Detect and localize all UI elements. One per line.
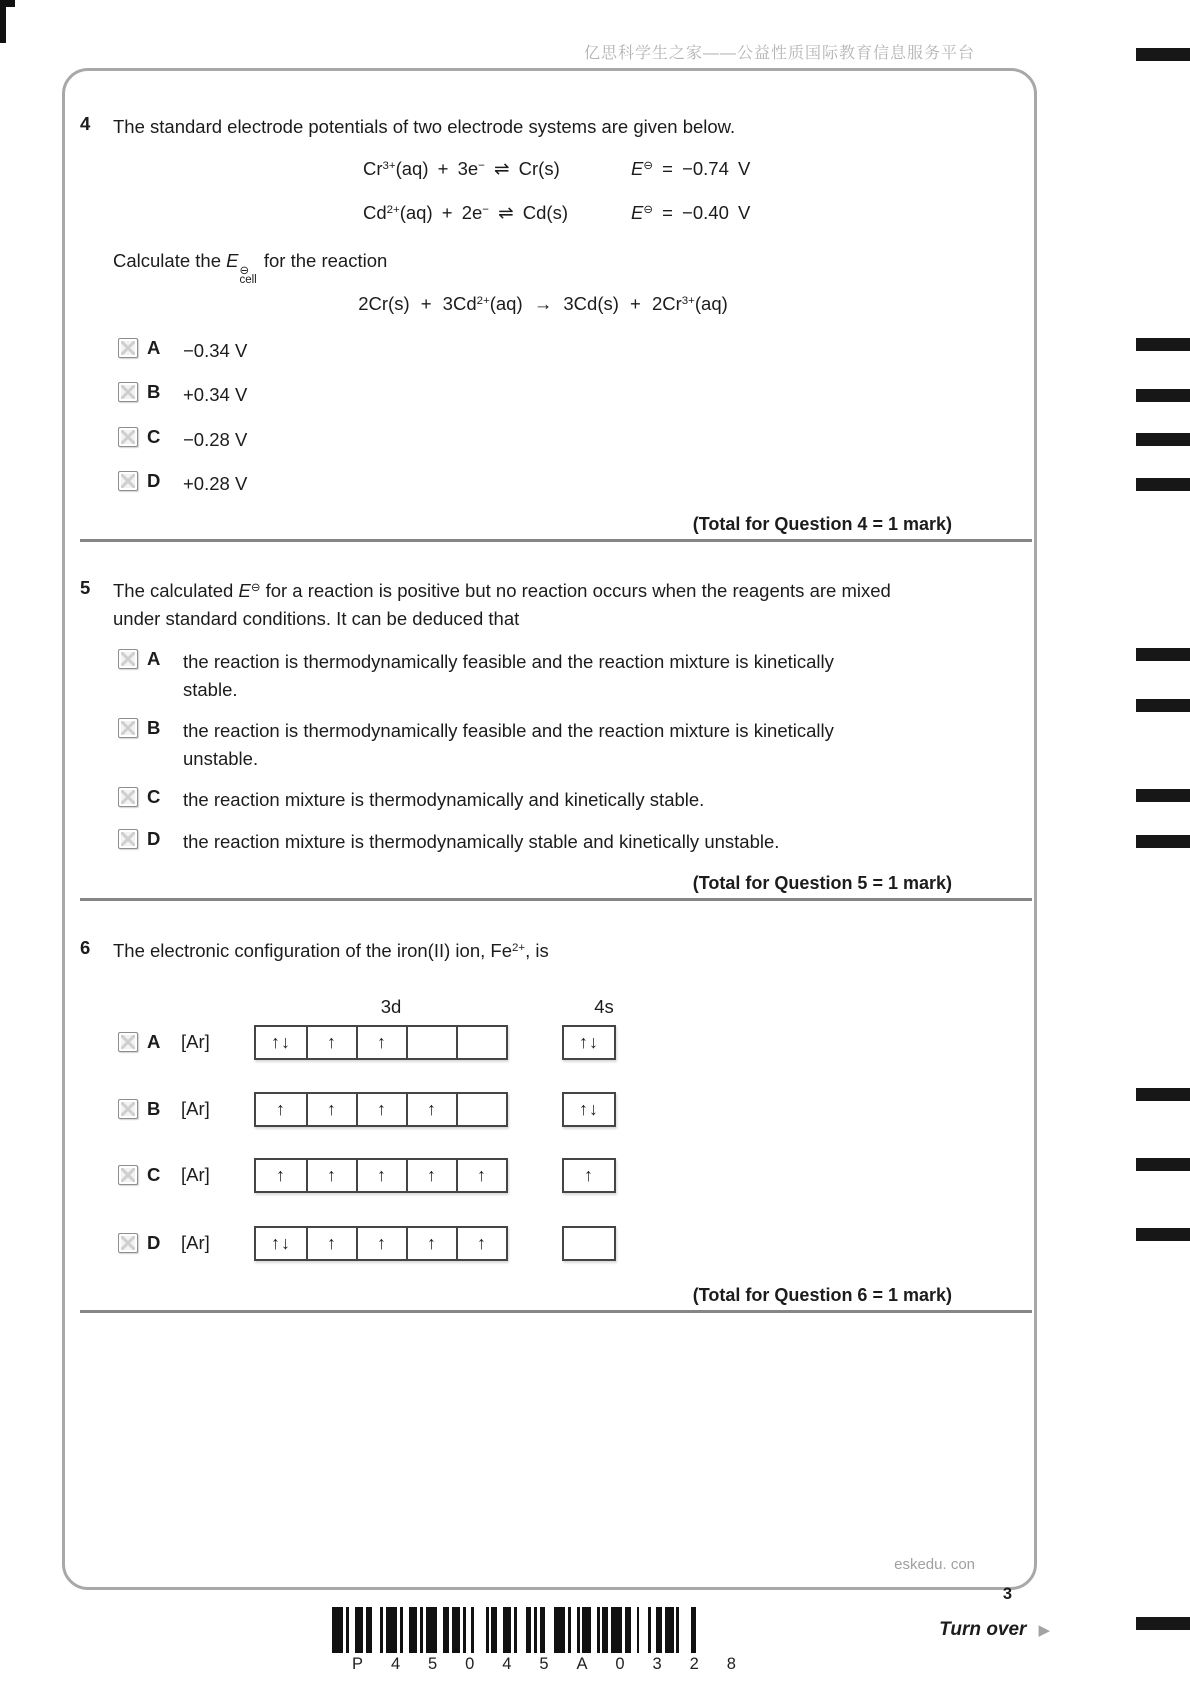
turn-over-label: Turn over [939, 1619, 1027, 1640]
turn-over-notice [850, 1619, 1050, 1641]
option-letter: A [147, 648, 161, 669]
section-divider [80, 898, 1032, 901]
option-text: −0.28 V [183, 429, 248, 450]
edge-tab [1136, 648, 1190, 661]
orbital-box: ↑ [306, 1094, 356, 1125]
option-letter: D [147, 470, 161, 491]
orbital-label-3d: 3d [380, 996, 402, 1017]
answer-checkbox-icon[interactable] [118, 427, 138, 447]
electrode-equation-1 [363, 158, 750, 180]
q5-option-row-a [118, 648, 873, 704]
question-6-total-marks: (Total for Question 6 = 1 mark) [692, 1285, 952, 1305]
q4-option-row-a [118, 337, 247, 365]
edge-tab [1136, 389, 1190, 402]
option-letter: D [147, 1232, 161, 1253]
option-letter: A [147, 1031, 161, 1052]
orbital-box [406, 1027, 456, 1058]
edge-tab [1136, 699, 1190, 712]
question-6-stem: The electronic configuration of the iron(II) ion, $Fe^{2+}$, is [113, 940, 549, 961]
orbital-box [456, 1094, 506, 1125]
electrode-equation-2 [363, 202, 750, 224]
question-6-number: 6 [80, 937, 91, 958]
equation-potential: E⊖ = −0.40 V [631, 202, 751, 223]
option-letter: C [147, 426, 161, 447]
equation-lhs: $Cd^{2+}(aq) + 2e^-$ ⇌ Cd(s) [363, 202, 569, 223]
orbital-4s-box [562, 1158, 616, 1193]
edge-tab [1136, 1088, 1190, 1101]
orbital-box: ↑ [584, 1164, 594, 1185]
orbital-box: ↑ [276, 1164, 286, 1185]
answer-checkbox-icon[interactable] [118, 1032, 138, 1052]
question-5-number: 5 [80, 577, 91, 598]
turn-over-arrow-icon: ▶ [1038, 1622, 1050, 1639]
orbital-box: ↑ [406, 1160, 456, 1191]
option-text: +0.34 V [183, 384, 248, 405]
question-4-total-marks: (Total for Question 4 = 1 mark) [692, 514, 952, 534]
q5-option-row-b [118, 717, 873, 773]
q4-option-row-b [118, 381, 247, 409]
edge-tab [1136, 338, 1190, 351]
answer-checkbox-icon[interactable] [118, 1099, 138, 1119]
question-5-total-marks: (Total for Question 5 = 1 mark) [692, 873, 952, 893]
orbital-box: ↑ [356, 1094, 406, 1125]
orbital-box: ↑ [406, 1228, 456, 1259]
q4-option-row-d [118, 470, 247, 498]
option-letter: C [147, 1164, 161, 1185]
question-4-instruction: Calculate the E ⊖ cell for the reaction [113, 250, 388, 287]
answer-checkbox-icon[interactable] [118, 1233, 138, 1253]
orbital-4s-box [562, 1226, 616, 1261]
equation-lhs: $Cr^{3+}(aq) + 3e^-$ ⇌ Cr(s) [363, 158, 560, 179]
orbital-3d-boxes [254, 1025, 508, 1060]
answer-checkbox-icon[interactable] [118, 471, 138, 491]
option-text: the reaction is thermodynamically feasible and the reaction mixture is kinetically unstable. [183, 720, 834, 769]
q4-option-row-c [118, 426, 247, 454]
orbital-box: ↑ [306, 1027, 356, 1058]
core-configuration: [Ar] [181, 1232, 210, 1253]
option-text: the reaction is thermodynamically feasible and the reaction mixture is kinetically stable. [183, 651, 834, 700]
orbital-box: ↑↓ [579, 1098, 599, 1119]
question-4-reaction: $2Cr(s) + 3Cd^{2+}(aq) \to 3Cd(s) + 2Cr^{3+}(aq)$ [358, 293, 728, 314]
orbital-4s-box [562, 1092, 616, 1127]
answer-checkbox-icon[interactable] [118, 787, 138, 807]
option-text: −0.34 V [183, 340, 248, 361]
page-header-watermark: 亿思科学生之家——公益性质国际教育信息服务平台 [583, 45, 975, 62]
orbital-3d-boxes [254, 1158, 508, 1193]
orbital-4s-box [562, 1025, 616, 1060]
option-letter: C [147, 786, 161, 807]
q6-option-row-c [118, 1157, 616, 1193]
orbital-label-4s: 4s [594, 996, 614, 1017]
q6-option-row-a [118, 1024, 616, 1060]
option-text: +0.28 V [183, 473, 248, 494]
section-divider [80, 539, 1032, 542]
orbital-3d-boxes [254, 1092, 508, 1127]
core-configuration: [Ar] [181, 1164, 210, 1185]
orbital-3d-boxes [254, 1226, 508, 1261]
orbital-box: ↑ [356, 1027, 406, 1058]
answer-checkbox-icon[interactable] [118, 718, 138, 738]
question-4-number: 4 [80, 113, 91, 134]
option-letter: B [147, 717, 161, 738]
edge-tab [1136, 835, 1190, 848]
orbital-box: ↑ [456, 1160, 506, 1191]
question-4-stem: The standard electrode potentials of two electrode systems are given below. [113, 116, 736, 137]
answer-checkbox-icon[interactable] [118, 382, 138, 402]
footer-watermark: eskedu. con [894, 1556, 975, 1573]
section-divider [80, 1310, 1032, 1313]
option-text: the reaction mixture is thermodynamically stable and kinetically unstable. [183, 831, 780, 852]
core-configuration: [Ar] [181, 1031, 210, 1052]
orbital-box: ↑ [306, 1228, 356, 1259]
answer-checkbox-icon[interactable] [118, 649, 138, 669]
edge-tab [1136, 478, 1190, 491]
option-letter: A [147, 337, 161, 358]
option-letter: B [147, 381, 161, 402]
option-text: the reaction mixture is thermodynamically and kinetically stable. [183, 789, 705, 810]
orbital-box: ↑ [356, 1228, 406, 1259]
q5-option-row-d [118, 828, 779, 856]
answer-checkbox-icon[interactable] [118, 829, 138, 849]
q6-option-row-b [118, 1091, 616, 1127]
answer-checkbox-icon[interactable] [118, 338, 138, 358]
edge-tab [1136, 1228, 1190, 1241]
orbital-box: ↑↓ [579, 1031, 599, 1052]
orbital-box: ↑↓ [271, 1031, 291, 1052]
orbital-box: ↑ [456, 1228, 506, 1259]
edge-tab [1136, 48, 1190, 61]
barcode [332, 1607, 756, 1653]
orbital-box: ↑↓ [271, 1232, 291, 1253]
orbital-box: ↑ [406, 1094, 456, 1125]
orbital-box: ↑ [306, 1160, 356, 1191]
edge-tab [1136, 1158, 1190, 1171]
page-number: 3 [1002, 1585, 1012, 1603]
orbital-box [564, 1228, 614, 1259]
edge-tab [1136, 1617, 1190, 1630]
orbital-box [456, 1027, 506, 1058]
option-letter: D [147, 828, 161, 849]
question-5-stem: The calculated E⊖ for a reaction is positive but no reaction occurs when the reagents are mixed under standard conditions. It can be deduced that [113, 580, 891, 629]
orbital-box: ↑ [276, 1098, 286, 1119]
edge-tab [1136, 789, 1190, 802]
orbital-box: ↑ [356, 1160, 406, 1191]
option-letter: B [147, 1098, 161, 1119]
q6-option-row-d [118, 1225, 616, 1261]
edge-tab [1136, 433, 1190, 446]
barcode-digits: P 4 5 0 4 5 A 0 3 2 8 [352, 1655, 736, 1673]
q5-option-row-c [118, 786, 704, 814]
equation-potential: E⊖ = −0.74 V [631, 158, 751, 179]
core-configuration: [Ar] [181, 1098, 210, 1119]
print-corner-mark [0, 0, 6, 43]
answer-checkbox-icon[interactable] [118, 1165, 138, 1185]
